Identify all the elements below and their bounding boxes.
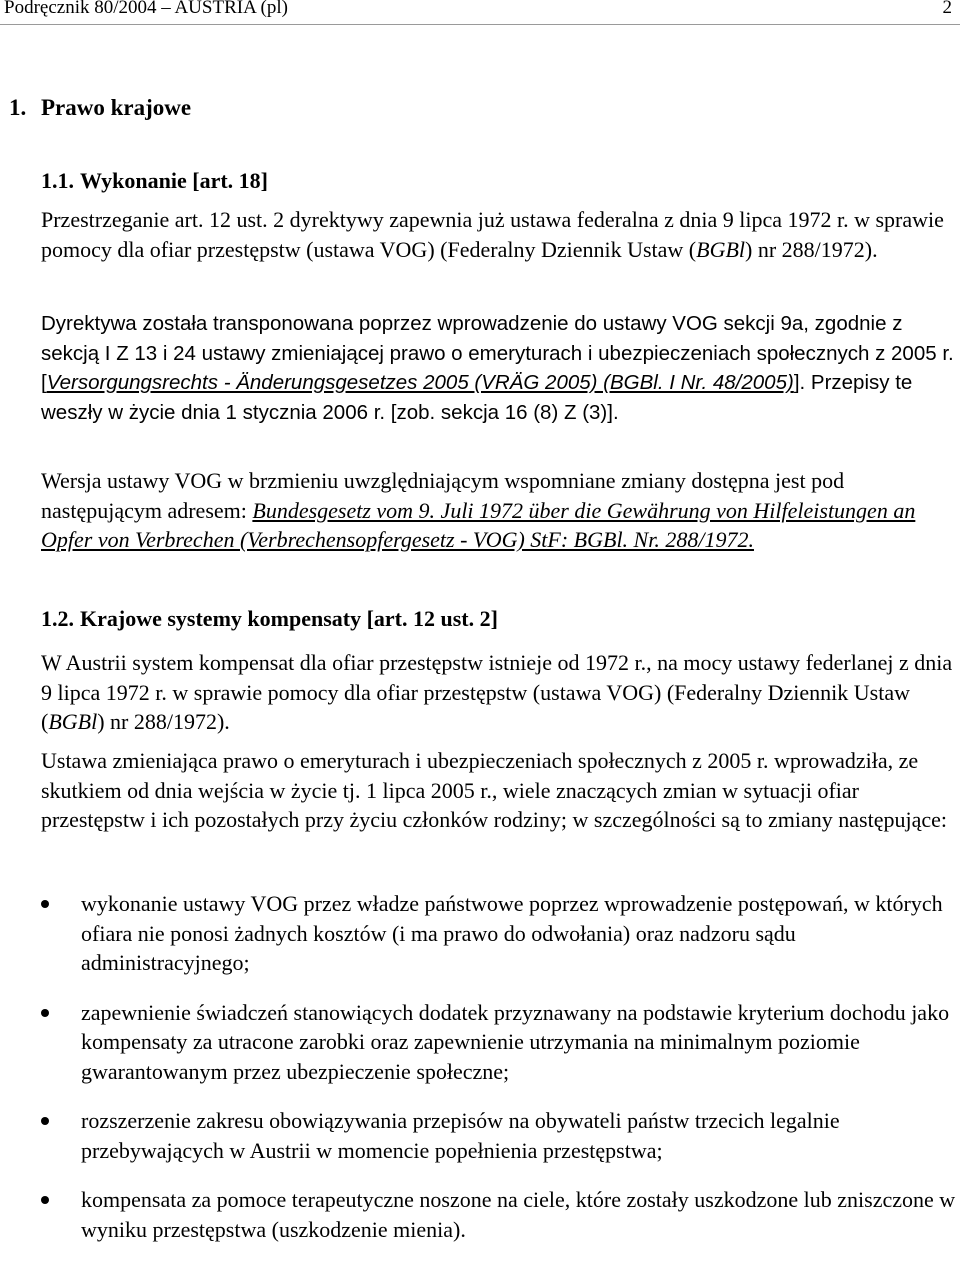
list-item: kompensata za pomoce terapeutyczne noszone na ciele, które zostały uszkodzone lub zniszczone w wyniku przestępstwa (uszkodzenie mienia). [41,1185,956,1244]
bgbl-abbrev: BGBl [48,709,98,734]
header-title: Podręcznik 80/2004 – AUSTRIA (pl) [4,0,288,18]
vrag-2005-link[interactable]: Versorgungsrechts - Änderungsgesetzes 2005 (VRÄG 2005) (BGBl. I Nr. 48/2005) [46,371,794,394]
bullet-icon [41,1009,49,1017]
paragraph-amendment: Ustawa zmieniająca prawo o emeryturach i ubezpieczeniach społecznych z 2005 r. wprowadziła, ze skutkiem od dnia wejścia w życie tj. 1 lipca 2005 r., wiele znaczących zmian w sytuacji ofiar przestępstw i ich pozostałych przy życiu członków rodziny; w szczególności są to zmiany następujące: [41,748,947,832]
section-number: 1.1. [41,168,74,193]
section-title: Krajowe systemy kompensaty [art. 12 ust. 2] [80,606,498,631]
page-header [0,0,960,25]
paragraph-vog-version: Wersja ustawy VOG w brzmieniu uwzględniającym wspomniane zmiany dostępna jest pod następującym adresem: Bundesgesetz vom 9. Juli 1972 über die Gewährung von Hilfeleistungen an Opfer von Verbrechen (Verbrechensopfergesetz - VOG) StF: BGBl. Nr. 288/1972. [41,468,916,552]
page-number: 2 [942,0,952,18]
section-heading-1-1 [41,168,268,194]
bullet-icon [41,900,49,908]
list-item: wykonanie ustawy VOG przez władze państwowe poprzez wprowadzenie postępowań, w których ofiara nie ponosi żadnych kosztów (i ma prawo do odwołania) oraz nadzoru sądu administracyjnego; [41,889,956,978]
section-number: 1. [9,95,27,120]
section-heading-1 [9,95,191,121]
list-item: rozszerzenie zakresu obowiązywania przepisów na obywateli państw trzecich legalnie przebywających w Austrii w momencie popełnienia przestępstwa; [41,1106,956,1165]
bullet-icon [41,1196,49,1204]
section-title: Wykonanie [art. 18] [80,168,269,193]
bullet-icon [41,1117,49,1125]
paragraph-austria-system: W Austrii system kompensat dla ofiar przestępstw istnieje od 1972 r., na mocy ustawy federlanej z dnia 9 lipca 1972 r. w sprawie pomocy dla ofiar przestępstw (ustawa VOG) (Federalny Dziennik Ustaw (BGBl) nr 288/1972). [41,650,953,734]
bgbl-abbrev: BGBl [696,236,746,262]
paragraph-transposition: Dyrektywa została transponowana poprzez wprowadzenie do ustawy VOG sekcji 9a, zgodnie z sekcją I Z 13 i 24 ustawy zmieniającej prawo o emeryturach i ubezpieczeniach społecznych z 2005 r. [Versorgungsrechts - Änderungsgesetzes 2005 (VRÄG 2005) (BGBl. I Nr. 48/2005)]. Przepisy te weszły w życie dnia 1 stycznia 2006 r. [zob. sekcja 16 (8) Z (3)]. [41,312,954,424]
changes-list [41,889,956,1264]
vog-law-link[interactable]: Bundesgesetz vom 9. Juli 1972 über die Gewährung von Hilfeleistungen an Opfer von Verbrechen (Verbrechensopfergesetz - VOG) StF: BGBl. Nr. 288/1972. [41,497,916,552]
list-item: zapewnienie świadczeń stanowiących dodatek przyznawany na podstawie kryterium dochodu jako kompensaty za utracone zarobki oraz zapewnienie utrzymania na minimalnym poziomie gwarantowanym przez ubezpieczenie społeczne; [41,998,956,1087]
section-title: Prawo krajowe [41,95,192,120]
section-heading-1-2 [41,606,498,632]
section-number: 1.2. [41,606,74,631]
paragraph-implementation: Przestrzeganie art. 12 ust. 2 dyrektywy zapewnia już ustawa federalna z dnia 9 lipca 1972 r. w sprawie pomocy dla ofiar przestępstw (ustawa VOG) (Federalny Dziennik Ustaw (BGBl) nr 288/1972). [41,207,944,262]
